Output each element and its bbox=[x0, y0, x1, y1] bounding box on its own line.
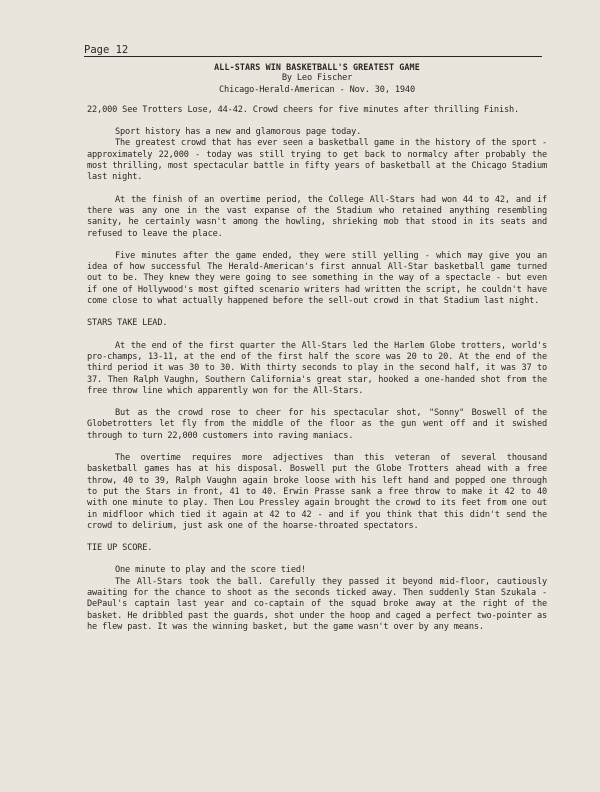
section-subheading: TIE UP SCORE. bbox=[87, 543, 153, 554]
paragraph: One minute to play and the score tied! bbox=[115, 565, 306, 576]
paragraph: Five minutes after the game ended, they were still yelling - which may give you an idea of how successful The Herald-American's first annual All-Star basketball game turned out to be. They knew they were going to see something in the way of a spectacle - but even if one of Hollywood's most gifted scenario writers had written the script, he couldn't have come close to what actually happened before the sell-out crowd in that Stadium last night. bbox=[87, 250, 547, 307]
paragraph: Sport history has a new and glamorous page today. bbox=[115, 127, 362, 138]
article-byline: By Leo Fischer bbox=[281, 73, 353, 84]
page-number: Page 12 bbox=[84, 44, 129, 56]
article-source: Chicago-Herald-American - Nov. 30, 1940 bbox=[219, 84, 415, 95]
article-title: ALL-STARS WIN BASKETBALL'S GREATEST GAME bbox=[214, 62, 420, 72]
paragraph: The overtime requires more adjectives than this veteran of several thousand basketball games has at his disposal. Boswell put the Globe Trotters ahead with a free throw, 40 to 39, Ralph Vaughn again broke loose with his left hand and popped one through to put the Stars in front, 41 to 40. Erwin Prasse sank a free throw to make it 42 to 40 with one minute to play. Then Lou Pressley again brought the crowd to its feet from one out in midfloor which tied it again at 42 to 42 - and if you think that this didn't send the crowd to delirium, just ask one of the hoarse-throated spectators. bbox=[87, 453, 547, 531]
article-heading bbox=[87, 62, 547, 96]
article-lead: 22,000 See Trotters Lose, 44-42. Crowd cheers for five minutes after thrilling Finish. bbox=[87, 104, 520, 115]
article-body bbox=[87, 62, 547, 633]
paragraph: The All-Stars took the ball. Carefully they passed it beyond mid-floor, cautiously awaiting for the chance to shoot as the seconds ticked away. Then suddenly Stan Szukala - DePaul's captain last year and co-captain of the squad broke away at the right of the basket. He dribbled past the guards, shot under the hoop and caged a perfect two-pointer as he flew past. It was the winning basket, but the game wasn't over by any means. bbox=[87, 576, 547, 632]
page-header bbox=[84, 44, 542, 57]
paragraph: The greatest crowd that has ever seen a basketball game in the history of the sport - approximately 22,000 - today was still trying to get back to normalcy after probably the most thrilling, most spectacular battle in fifty years of basketball at the Chicago Stadium last night. bbox=[87, 138, 547, 183]
section-subheading: STARS TAKE LEAD. bbox=[87, 318, 168, 329]
paragraph: At the finish of an overtime period, the College All-Stars had won 44 to 42, and if there was any one in the vast expanse of the Stadium who retained anything resembling sanity, he certainly wasn't among the howling, shrieking mob that stood in its seats and refused to leave the place. bbox=[87, 194, 547, 239]
paragraph: At the end of the first quarter the All-Stars led the Harlem Globe trotters, world's pro-champs, 13-11, at the end of the first half the score was 20 to 20. At the end of the third period it was 30 to 30. With thirty seconds to play in the second half, it was 37 to 37. Then Ralph Vaughn, Southern California's great star, hooked a one-handed shot from the free throw line which apparently won for the All-Stars. bbox=[87, 340, 547, 396]
paragraph: But as the crowd rose to cheer for his spectacular shot, "Sonny" Boswell of the Globetrotters let fly from the middle of the floor as the gun went off and it swished through to turn 22,000 customers into raving maniacs. bbox=[87, 408, 547, 441]
